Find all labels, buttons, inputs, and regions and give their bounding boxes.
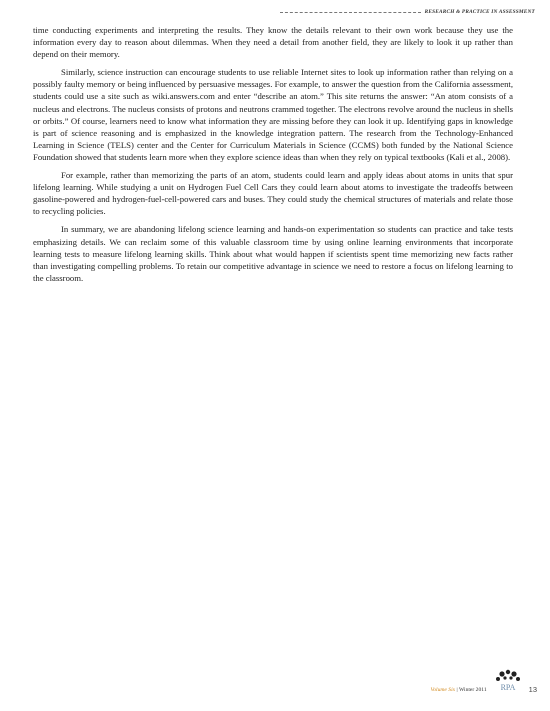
issue-separator: |: [455, 687, 459, 693]
page-number: 13: [528, 685, 537, 694]
season-label: Winter 2011: [458, 687, 487, 693]
issue-info: [430, 687, 486, 693]
running-header: [280, 9, 535, 15]
header-dashed-rule: [280, 12, 421, 13]
volume-label: Volume Six: [430, 687, 456, 693]
page-footer: [430, 669, 537, 697]
article-body: [33, 24, 513, 290]
paragraph-3: For example, rather than memorizing the parts of an atom, students could learn and apply ideas about atoms in units that spur lifelong learning. While studying a unit on Hydrogen Fuel Cell Cars they could learn about atoms to investigate the tradeoffs between gasoline-powered and hydrogen-fuel-cell-powered cars and buses. They could study the chemical structures of materials and relate those to recycling policies.: [33, 170, 513, 217]
logo-text: RPA: [500, 683, 516, 692]
paragraph-4: In summary, we are abandoning lifelong science learning and hands-on experimentation so students can practice and take tests emphasizing details. We can reclaim some of this valuable classroom time by using online learning environments that incorporate learning tests to measure lifelong learning skills. Think about what would happen if scientists spent time memorizing new facts rather than investigating compelling problems. To retain our competitive advantage in science we need to restore a focus on lifelong learning to the classroom.: [33, 224, 513, 283]
rpa-logo: [493, 669, 523, 697]
paragraph-1: time conducting experiments and interpreting the results. They know the details relevant to their own work because they use the information every day to reason about dilemmas. When they need a detail from another field, they are likely to look it up rather than depend on their memory.: [33, 25, 513, 60]
section-label: RESEARCH & PRACTICE IN ASSESSMENT: [424, 9, 535, 15]
paragraph-2: Similarly, science instruction can encourage students to use reliable Internet sites to look up information rather than relying on a possibly faulty memory or being influenced by persuasive messages. For example, to answer the question from the California assessment, students could use a site such as wiki.answers.com and enter “describe an atom.” This site returns the answer: “An atom consists of a nucleus and electrons. The nucleus consists of protons and neutrons crammed together. The electrons revolve around the nucleus in shells or orbits.” Of course, learners need to know what information they are missing before they can look it up. Identifying gaps in knowledge is part of science reasoning and is emphasized in the knowledge integration pattern. The research from the Technology-Enhanced Learning in Science (TELS) center and the Center for Curriculum Materials in Science (CCMS) both funded by the National Science Foundation showed that students learn more when they explore science ideas than when they rely on typical textbooks (Kali et al., 2008).: [33, 67, 513, 162]
